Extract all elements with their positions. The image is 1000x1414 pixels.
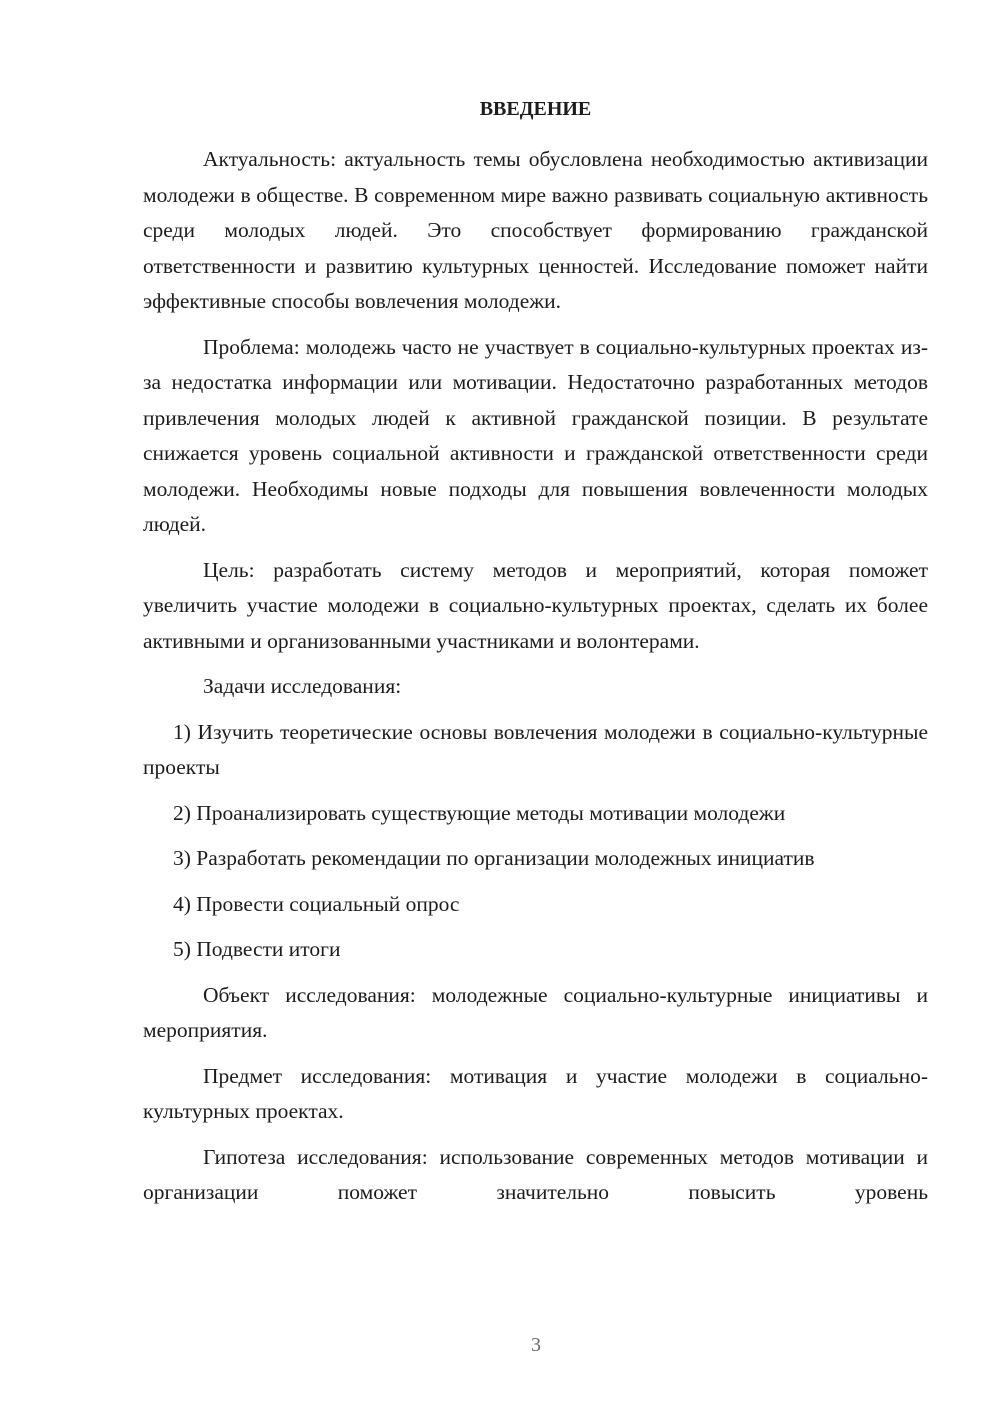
- goal-paragraph: Цель: разработать систему методов и мероприятий, которая поможет увеличить участие молодежи в социально-культурных проектах, сделать их более активными и организованными участниками и волонтерами.: [143, 557, 928, 653]
- task-item-2: 2) Проанализировать существующие методы мотивации молодежи: [173, 800, 786, 825]
- task-item-4: 4) Провести социальный опрос: [173, 891, 460, 916]
- task-item-5: 5) Подвести итоги: [173, 937, 341, 961]
- document-page: [143, 92, 928, 1221]
- task-item-1: 1) Изучить теоретические основы вовлечения молодежи в социально-культурные проекты: [143, 719, 928, 779]
- task-item-3: 3) Разработать рекомендации по организации молодежных инициатив: [173, 846, 815, 870]
- subject-paragraph: Предмет исследования: мотивация и участие молодежи в социально-культурных проектах.: [143, 1063, 928, 1123]
- page-title: ВВЕДЕНИЕ: [479, 98, 592, 120]
- object-paragraph: Объект исследования: молодежные социально-культурные инициативы и мероприятия.: [143, 982, 928, 1042]
- tasks-heading: Задачи исследования:: [203, 674, 402, 698]
- relevance-paragraph: Актуальность: актуальность темы обусловлена необходимостью активизации молодежи в обществе. В современном мире важно развивать социальную активность среди молодых людей. Это способствует формированию гражданской ответственности и развитию культурных ценностей. Исследование поможет найти эффективные способы вовлечения молодежи.: [143, 147, 928, 313]
- problem-paragraph: Проблема: молодежь часто не участвует в социально-культурных проектах из-за недостатка информации или мотивации. Недостаточно разработанных методов привлечения молодых людей к активной гражданской позиции. В результате снижается уровень социальной активности и гражданской ответственности среди молодежи. Необходимы новые подходы для повышения вовлеченности молодых людей.: [143, 334, 928, 536]
- hypothesis-paragraph: Гипотеза исследования: использование современных методов мотивации и организации поможет значительно повысить уровень: [143, 1144, 928, 1204]
- page-number: 3: [531, 1334, 541, 1356]
